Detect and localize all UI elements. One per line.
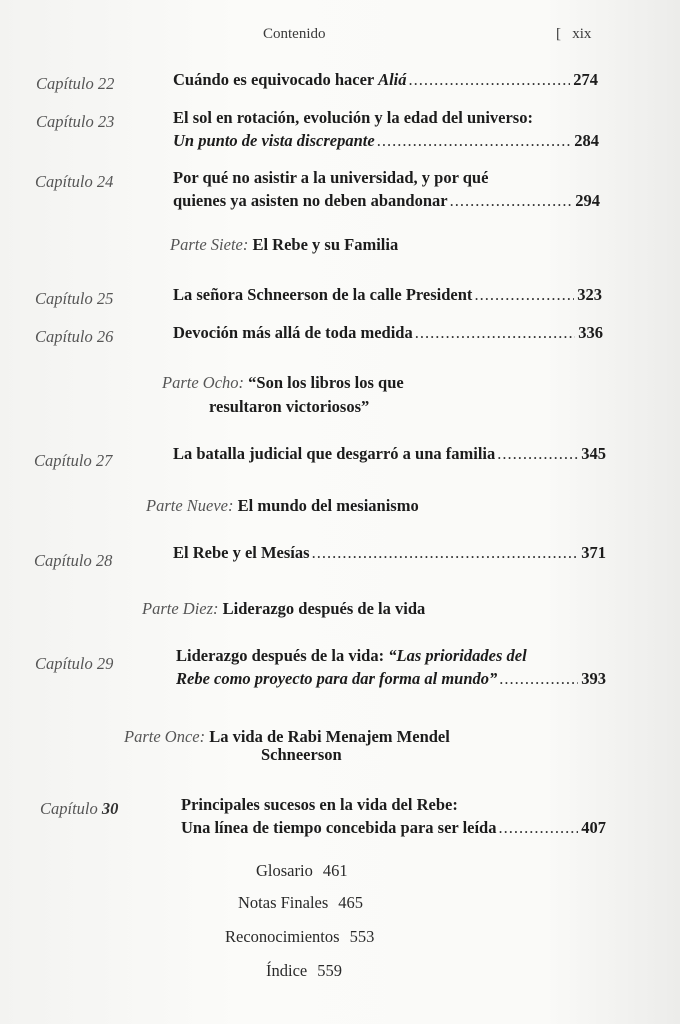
toc-entry-title: Una línea de tiempo concebida para ser leída <box>181 818 497 837</box>
toc-line <box>173 191 600 214</box>
chapter-label: Capítulo 23 <box>36 112 115 131</box>
dot-leader <box>409 70 571 90</box>
back-matter-page: 465 <box>338 893 364 912</box>
toc-entry-chapter-24 <box>173 168 600 214</box>
back-matter-indice <box>266 961 342 981</box>
chapter-label: Capítulo 24 <box>35 172 114 191</box>
dot-leader <box>497 444 578 464</box>
toc-entry-subtitle: Rebe como proyecto para dar forma al mundo” <box>176 669 498 688</box>
toc-entry-title: Por qué no asistir a la universidad, y por qué <box>173 168 489 187</box>
toc-entry-title: La batalla judicial que desgarró a una familia <box>173 444 496 463</box>
part-heading-seven <box>170 235 398 255</box>
dot-leader <box>498 818 578 838</box>
toc-entry-chapter-29 <box>176 646 606 692</box>
part-heading-eleven <box>124 727 450 747</box>
part-title: “Son los libros los que <box>248 373 404 392</box>
toc-entry-subtitle: Un punto de vista discrepante <box>173 131 375 150</box>
toc-entry-title: El Rebe y el Mesías <box>173 543 310 562</box>
toc-page-number: 323 <box>577 285 602 304</box>
back-matter-page: 461 <box>322 861 348 880</box>
toc-page-number: 294 <box>575 191 600 210</box>
part-label: Parte Once: <box>124 727 206 746</box>
toc-line <box>181 818 606 841</box>
toc-line <box>173 70 598 93</box>
toc-line <box>173 131 599 154</box>
dot-leader <box>499 669 578 689</box>
toc-entry-chapter-27 <box>173 444 606 467</box>
toc-entry-title: Liderazgo después de la vida: “Las prioridades del <box>176 646 527 665</box>
back-matter-label: Notas Finales <box>238 893 329 912</box>
toc-line <box>181 795 606 818</box>
back-matter-page: 553 <box>349 927 375 946</box>
toc-entry-chapter-23 <box>173 108 599 154</box>
chapter-label: Capítulo 29 <box>35 654 114 673</box>
toc-entry-chapter-30 <box>181 795 606 841</box>
dot-leader <box>377 131 572 151</box>
part-heading-ten <box>142 599 425 619</box>
toc-line <box>173 444 606 467</box>
toc-line <box>173 543 606 566</box>
part-heading-eight <box>162 373 404 393</box>
toc-page-number: 336 <box>578 323 603 342</box>
toc-entry-title: quienes ya asisten no deben abandonar <box>173 191 448 210</box>
toc-page-number: 371 <box>581 543 606 562</box>
back-matter-label: Índice <box>266 961 308 980</box>
chapter-label: Capítulo 22 <box>36 74 115 93</box>
part-title-continued: Schneerson <box>261 745 342 764</box>
toc-line <box>176 669 606 692</box>
back-matter-label: Reconocimientos <box>225 927 340 946</box>
part-title: La vida de Rabi Menajem Mendel <box>209 727 450 746</box>
part-title: El mundo del mesianismo <box>237 496 419 515</box>
chapter-label: Capítulo 26 <box>35 327 114 346</box>
dot-leader <box>450 191 573 211</box>
dot-leader <box>415 323 576 343</box>
part-title: El Rebe y su Familia <box>252 235 399 254</box>
dot-leader <box>312 543 579 563</box>
chapter-label: Capítulo 28 <box>34 551 113 570</box>
toc-page-number: 274 <box>573 70 598 89</box>
toc-entry-chapter-25 <box>173 285 602 308</box>
toc-line <box>176 646 606 669</box>
part-label: Parte Diez: <box>142 599 219 618</box>
toc-line <box>173 108 599 131</box>
part-label: Parte Siete: <box>170 235 249 254</box>
toc-page-number: 407 <box>581 818 606 837</box>
back-matter-label: Glosario <box>256 861 313 880</box>
part-title-continued: resultaron victoriosos” <box>209 397 370 416</box>
toc-entry-chapter-28 <box>173 543 606 566</box>
part-title: Liderazgo después de la vida <box>222 599 426 618</box>
chapter-label: Capítulo 27 <box>34 451 113 470</box>
part-heading-nine <box>146 496 419 516</box>
toc-page-number: 345 <box>581 444 606 463</box>
back-matter-glosario <box>256 861 348 881</box>
toc-page-number: 393 <box>581 669 606 688</box>
part-label: Parte Ocho: <box>162 373 245 392</box>
toc-entry-title: La señora Schneerson de la calle President <box>173 285 473 304</box>
chapter-label: Capítulo 25 <box>35 289 114 308</box>
running-head-title: Contenido <box>263 26 326 42</box>
back-matter-page: 559 <box>317 961 342 980</box>
toc-entry-title: Principales sucesos en la vida del Rebe: <box>181 795 458 814</box>
running-head-page-number: [ xix <box>556 26 592 42</box>
toc-line <box>173 323 603 346</box>
toc-line <box>173 285 602 308</box>
toc-entry-title: El sol en rotación, evolución y la edad del universo: <box>173 108 533 127</box>
back-matter-reconocimientos <box>225 927 374 947</box>
toc-page-number: 284 <box>574 131 599 150</box>
toc-entry-title: Cuándo es equivocado hacer Aliá <box>173 70 407 89</box>
part-label: Parte Nueve: <box>146 496 234 515</box>
chapter-label: Capítulo 30 <box>40 799 119 818</box>
back-matter-notas-finales <box>238 893 363 913</box>
toc-line <box>173 168 600 191</box>
toc-entry-title: Devoción más allá de toda medida <box>173 323 413 342</box>
toc-entry-chapter-26 <box>173 323 603 346</box>
toc-entry-chapter-22 <box>173 70 598 93</box>
dot-leader <box>474 285 574 305</box>
